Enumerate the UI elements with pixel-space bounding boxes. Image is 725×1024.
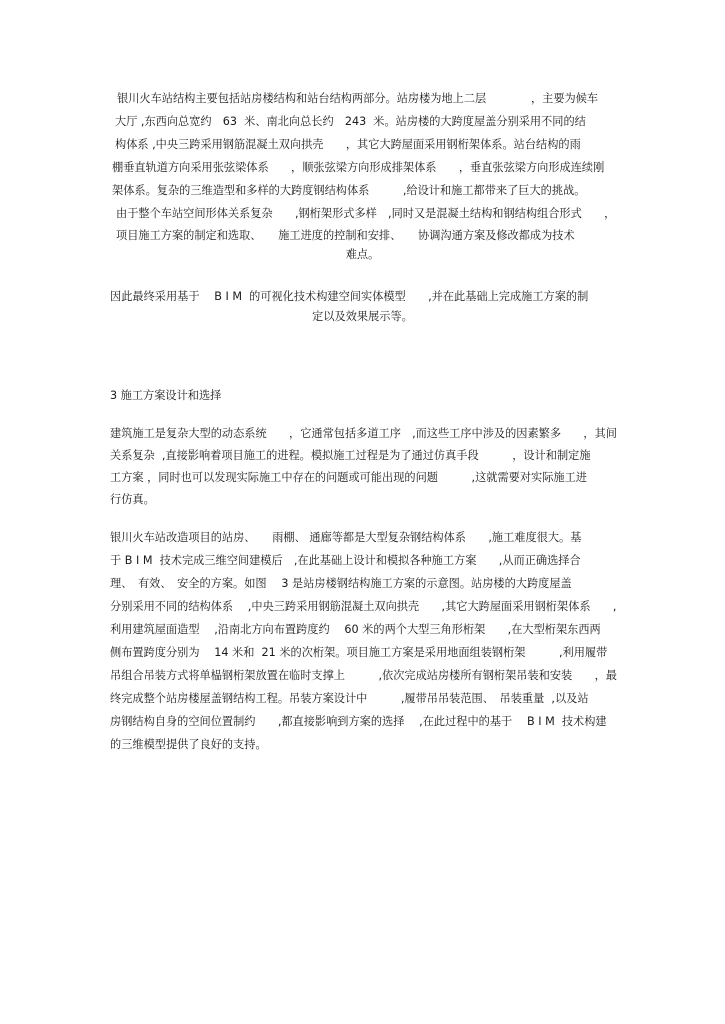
paragraph-4-line-5: 利用建筑屋面造型 ,沿南北方向布置跨度约 60 米的两个大型三角形桁架 ,在大型桁架东西两	[110, 623, 601, 636]
paragraph-4-line-6: 侧布置跨度分别为 14 米和 21 米的次桁架。项目施工方案是采用地面组装钢桁架 ,利用履带	[110, 646, 608, 659]
paragraph-3-line-4: 行仿真。	[110, 493, 155, 506]
paragraph-4-line-4: 分别采用不同的结构体系 ,中央三跨采用钢筋混凝土双向拱壳 ,其它大跨屋面采用钢桁架体系 ,	[110, 600, 617, 613]
paragraph-4-line-1: 银川火车站改造项目的站房、 雨棚、 通廊等都是大型复杂钢结构体系 ,施工难度很大。基	[110, 531, 582, 544]
paragraph-3-line-2: 关系复杂 ,直接影响着项目施工的进程。模拟施工过程是为了通过仿真手段 ，设计和制定施	[110, 449, 591, 462]
paragraph-4-line-9: 房钢结构自身的空间位置制约 ,都直接影响到方案的选择 ,在此过程中的基于 B I M 技术构建	[110, 715, 607, 728]
paragraph-2-line-1: 因此最终采用基于 B I M 的可视化技术构建空间实体模型 ,并在此基础上完成施工方案的制	[110, 290, 589, 303]
paragraph-4-line-2: 于 B I M 技术完成三维空间建模后 ,在此基础上设计和模拟各种施工方案 ,从而正确选择合	[110, 554, 581, 567]
paragraph-4-line-7: 吊组合吊装方式将单榀钢桁架放置在临时支撑上 ,依次完成站房楼所有钢桁架吊装和安装 ，最	[110, 669, 617, 682]
paragraph-2-line-2: 定以及效果展示等。	[312, 310, 413, 323]
paragraph-1-line-4: 棚垂直轨道方向采用张弦梁体系 ，顺张弦梁方向形成排架体系 ，垂直张弦梁方向形成连续刚	[112, 161, 605, 174]
paragraph-1-line-1: 银川火车站结构主要包括站房楼结构和站台结构两部分。站房楼为地上二层 ，主要为候车	[117, 92, 599, 105]
paragraph-1-line-5: 架体系。复杂的三维造型和多样的大跨度钢结构体系 ,给设计和施工都带来了巨大的挑战。	[112, 184, 586, 197]
paragraph-1-line-3: 构体系 ,中央三跨采用钢筋混凝土双向拱壳 ，其它大跨屋面采用钢桁架体系。站台结构的雨	[115, 138, 581, 151]
section-heading: 3 施工方案设计和选择	[110, 389, 222, 402]
paragraph-4-line-8: 终完成整个站房楼屋盖钢结构工程。吊装方案设计中 ,履带吊吊装范围、 吊装重量 ,以及站	[110, 692, 589, 705]
paragraph-1-line-8: 难点。	[345, 248, 380, 261]
paragraph-3-line-3: 工方案 ，同时也可以发现实际施工中存在的问题或可能出现的问题 ,这就需要对实际施工进	[110, 471, 587, 484]
paragraph-1-line-6: 由于整个车站空间形体关系复杂 ,钢桁架形式多样 ,同时又是混凝土结构和钢结构组合形式 ，	[116, 207, 616, 220]
paragraph-3-line-1: 建筑施工是复杂大型的动态系统 ，它通常包括多道工序 ,而这些工序中涉及的因素繁多 ，其间	[110, 427, 617, 440]
paragraph-4-line-3: 理、 有效、 安全的方案。如图 3 是站房楼钢结构施工方案的示意图。站房楼的大跨度屋盖	[110, 577, 572, 590]
paragraph-1-line-7: 项目施工方案的制定和选取、 施工进度的控制和安排、 协调沟通方案及修改都成为技术	[116, 229, 575, 242]
paragraph-1-line-2: 大厅 ,东西向总宽约 63 米、南北向总长约 243 米。站房楼的大跨度屋盖分别采用不同的结	[115, 115, 586, 128]
paragraph-4-line-10: 的三维模型提供了良好的支持。	[110, 738, 267, 751]
